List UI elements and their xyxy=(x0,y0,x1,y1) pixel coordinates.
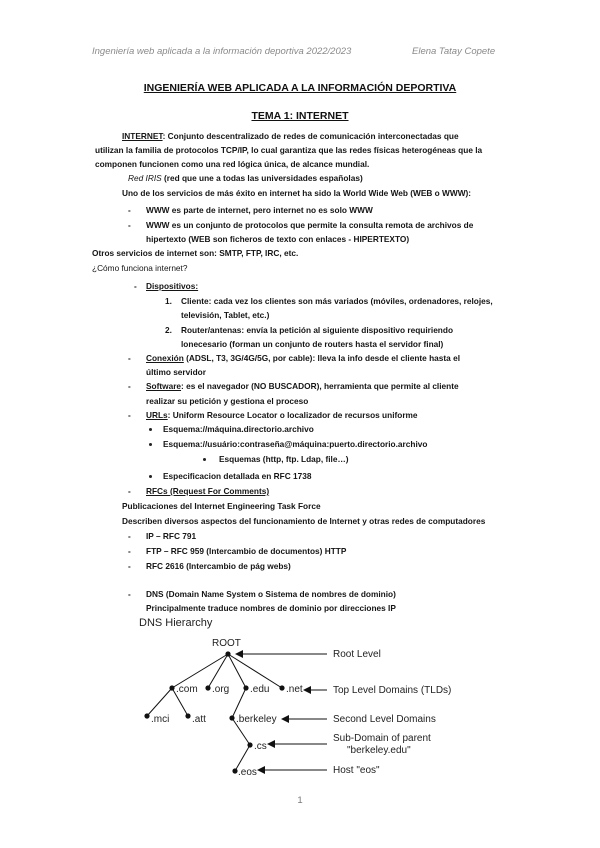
dash-marker: - xyxy=(128,353,131,363)
device-num-1: 1. xyxy=(165,296,172,306)
url-spec: Especificacion detallada en RFC 1738 xyxy=(163,471,312,481)
domain-att: .att xyxy=(192,714,206,725)
urls-label: URLs xyxy=(146,410,168,420)
software-label: Software xyxy=(146,381,182,391)
host-eos: .eos xyxy=(238,767,257,778)
url-schemes-list: Esquemas (http, ftp. Ldap, file…) xyxy=(219,454,349,464)
dash-marker: - xyxy=(128,381,131,391)
device-num-2: 2. xyxy=(165,325,172,335)
dash-marker: - xyxy=(128,531,131,541)
www-item-2: WWW es un conjunto de protocolos que permite la consulta remota de archivos de xyxy=(146,220,474,230)
tld-edu: .edu xyxy=(250,684,270,695)
connection-line1: Conexión (ADSL, T3, 3G/4G/5G, por cable): lleva la info desde el cliente hasta el xyxy=(146,353,461,363)
rediris-label: Red IRIS xyxy=(128,173,162,183)
label-tld: Top Level Domains (TLDs) xyxy=(333,685,452,696)
connection-label: Conexión xyxy=(146,353,184,363)
dns-line1: DNS (Domain Name System o Sistema de nombres de dominio) xyxy=(146,589,396,599)
page-number: 1 xyxy=(297,795,303,806)
www-item-2-cont: hipertexto (WEB son ficheros de texto con enlaces - HIPERTEXTO) xyxy=(146,234,410,244)
edu-node xyxy=(243,685,248,690)
devices-label: Dispositivos: xyxy=(146,281,199,291)
rfc-ftp: FTP – RFC 959 (Intercambio de documentos) HTTP xyxy=(146,546,347,556)
dash-marker: - xyxy=(128,486,131,496)
dash-marker: - xyxy=(128,410,131,420)
com-node xyxy=(169,685,174,690)
berkeley-node xyxy=(229,715,234,720)
tree-edges xyxy=(147,654,282,771)
bullet-marker xyxy=(203,458,206,461)
root-label: ROOT xyxy=(212,638,241,649)
mci-node xyxy=(144,713,149,718)
device-client-line2: televisión, Tablet, etc.) xyxy=(181,310,270,320)
rediris-line: Red IRIS (red que une a todas las universidades españolas) xyxy=(128,173,363,183)
domain-mci: .mci xyxy=(151,714,170,725)
header-author: Elena Tatay Copete xyxy=(412,46,496,57)
url-scheme-2: Esquema://usuário:contraseña@máquina:puerto.directorio.archivo xyxy=(163,439,428,449)
label-arrows xyxy=(236,654,327,770)
dns-hierarchy-diagram xyxy=(0,612,600,784)
dash-marker: - xyxy=(128,589,131,599)
document-title: INGENIERÍA WEB APLICADA A LA INFORMACIÓN DEPORTIVA xyxy=(143,82,457,94)
rfcs-label: RFCs (Request For Comments) xyxy=(146,486,270,496)
rfc-http: RFC 2616 (Intercambio de pág webs) xyxy=(146,561,291,571)
dash-marker: - xyxy=(128,546,131,556)
dns-line2: Principalmente traduce nombres de dominio por direcciones IP xyxy=(146,603,396,613)
diagram-title: DNS Hierarchy xyxy=(139,617,213,629)
software-line1: Software: es el navegador (NO BUSCADOR), herramienta que permite al cliente xyxy=(146,381,459,391)
dash-marker: - xyxy=(128,205,131,215)
software-line2: realizar su petición y gestiona el proceso xyxy=(146,396,309,406)
other-services: Otros servicios de internet son: SMTP, FTP, IRC, etc. xyxy=(92,248,299,258)
cs-node xyxy=(247,742,252,747)
bullet-marker xyxy=(149,443,152,446)
internet-def-line2: utilizan la familia de protocolos TCP/IP, lo cual garantiza que las redes físicas heterogéneas que la xyxy=(95,145,483,155)
rfcs-line2: Describen diversos aspectos del funcionamiento de Internet y otras redes de computadores xyxy=(122,516,486,526)
dash-marker: - xyxy=(134,281,137,291)
rfc-ip: IP – RFC 791 xyxy=(146,531,197,541)
internet-term: INTERNET xyxy=(122,131,163,141)
tld-com: .com xyxy=(176,684,198,695)
label-second-level: Second Level Domains xyxy=(333,714,436,725)
www-intro: Uno de los servicios de más éxito en internet ha sido la World Wide Web (WEB o WWW): xyxy=(122,188,472,198)
dash-marker: - xyxy=(128,220,131,230)
device-router-line2: lonecesario (forman un conjunto de routers hasta el servidor final) xyxy=(181,339,444,349)
connection-line2: último servidor xyxy=(146,367,206,377)
internet-def-line3: componen funcionen como una red lógica única, de alcance mundial. xyxy=(95,159,370,169)
tld-org: .org xyxy=(212,684,230,695)
org-node xyxy=(205,685,210,690)
urls-line: URLs: Uniform Resource Locator o localizador de recursos uniforme xyxy=(146,410,418,420)
eos-node xyxy=(232,768,237,773)
bullet-marker xyxy=(149,428,152,431)
dash-marker: - xyxy=(128,561,131,571)
label-root-level: Root Level xyxy=(333,649,381,660)
how-question: ¿Cómo funciona internet? xyxy=(92,263,188,273)
bullet-marker xyxy=(149,475,152,478)
header-course: Ingeniería web aplicada a la información deportiva 2022/2023 xyxy=(92,46,352,57)
device-client-line1: Cliente: cada vez los clientes son más variados (móviles, ordenadores, relojes, xyxy=(181,296,493,306)
label-subdomain-1: Sub-Domain of parent xyxy=(333,733,431,744)
label-host: Host "eos" xyxy=(333,765,380,776)
domain-cs: .cs xyxy=(254,741,267,752)
rfcs-line1: Publicaciones del Internet Engineering Task Force xyxy=(122,501,321,511)
internet-def-line1: INTERNET: Conjunto descentralizado de redes de comunicación interconectadas que xyxy=(122,131,459,141)
www-item-1: WWW es parte de internet, pero internet no es solo WWW xyxy=(146,205,373,215)
att-node xyxy=(185,713,190,718)
section-title: TEMA 1: INTERNET xyxy=(251,110,349,122)
url-scheme-1: Esquema://máquina.directorio.archivo xyxy=(163,424,314,434)
tld-net: .net xyxy=(286,684,303,695)
label-subdomain-2: "berkeley.edu" xyxy=(347,745,411,756)
net-node xyxy=(279,685,284,690)
domain-berkeley: .berkeley xyxy=(236,714,277,725)
device-router-line1: Router/antenas: envía la petición al siguiente dispositivo requiriendo xyxy=(181,325,454,335)
